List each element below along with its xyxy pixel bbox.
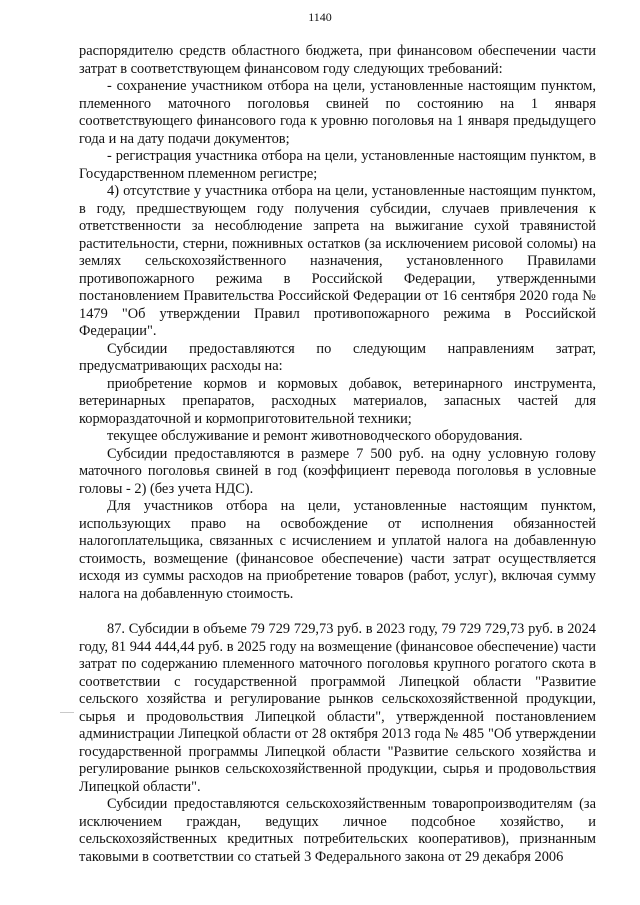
paragraph-continuation: распорядителю средств областного бюджета, при финансовом обеспечении части затрат в соответствующем финансовом году следующих требований: (79, 43, 596, 77)
paragraph-item-87: 87. Субсидии в объеме 79 729 729,73 руб. в 2023 году, 79 729 729,73 руб. в 2024 году, 81 944 444,44 руб. в 2025 году на возмещение (финансовое обеспечение) части затрат по содержанию племенного маточного поголовья крупного рогатого скота в соответствии с государственной программой Липецкой области "Развитие сельского хозяйства и регулирование рынков сельскохозяйственной продукции, сырья и продовольствия Липецкой области", утвержденной постановлением администрации Липецкой области от 28 октября 2013 года № 485 "Об утверждении государственной программы Липецкой области "Развитие сельского хозяйства и регулирование рынков сельскохозяйственной продукции, сырья и продовольствия Липецкой области". (79, 621, 596, 795)
paragraph-requirement-registry: - регистрация участника отбора на цели, установленные настоящим пунктом, в Государственном племенном регистре; (79, 148, 596, 182)
document-body (79, 43, 596, 866)
paragraph-requirement-livestock: - сохранение участником отбора на цели, установленные настоящим пунктом, племенного маточного поголовья свиней по состоянию на 1 января соответствующего финансового года к уровню поголовья на 1 января предыдущего года и на дату подачи документов; (79, 78, 596, 147)
paragraph-direction-feed: приобретение кормов и кормовых добавок, ветеринарного инструмента, ветеринарных препаратов, расходных материалов, запасных частей для кормораздаточной и кормоприготовительной техники; (79, 375, 596, 427)
paragraph-subsidy-rate: Субсидии предоставляются в размере 7 500 руб. на одну условную голову маточного поголовья свиней в год (коэффициент перевода поголовья в условные головы - 2) (без учета НДС). (79, 445, 596, 497)
paragraph-vat-exemption: Для участников отбора на цели, установленные настоящим пунктом, использующих право на освобождение от исполнения обязанностей налогоплательщика, связанных с исчислением и уплатой налога на добавленную стоимость, возмещение (финансовое обеспечение) части затрат осуществляется исходя из суммы расходов на приобретение товаров (работ, услуг), включая сумму налога на добавленную стоимость. (79, 498, 596, 602)
paragraph-recipients: Субсидии предоставляются сельскохозяйственным товаропроизводителям (за исключением граждан, ведущих личное подсобное хозяйство, и сельскохозяйственных кредитных потребительских кооперативов), признанным таковыми в соответствии со статьей 3 Федерального закона от 29 декабря 2006 (79, 796, 596, 865)
page-number: 1140 (308, 10, 332, 24)
margin-mark (60, 712, 74, 713)
paragraph-directions-intro: Субсидии предоставляются по следующим направлениям затрат, предусматривающих расходы на: (79, 340, 596, 374)
paragraph-direction-maintenance: текущее обслуживание и ремонт животноводческого оборудования. (107, 428, 523, 444)
paragraph-item-4: 4) отсутствие у участника отбора на цели, установленные настоящим пунктом, в году, предшествующем году получения субсидии, случаев привлечения к ответственности за несоблюдение запрета на выжигание сухой травянистой растительности, стерни, пожнивных остатков (за исключением рисовой соломы) на землях сельскохозяйственного назначения, установленного Правилами противопожарного режима в Российской Федерации, утвержденными постановлением Правительства Российской Федерации от 16 сентября 2020 года № 1479 "Об утверждении Правил противопожарного режима в Российской Федерации". (79, 183, 596, 339)
